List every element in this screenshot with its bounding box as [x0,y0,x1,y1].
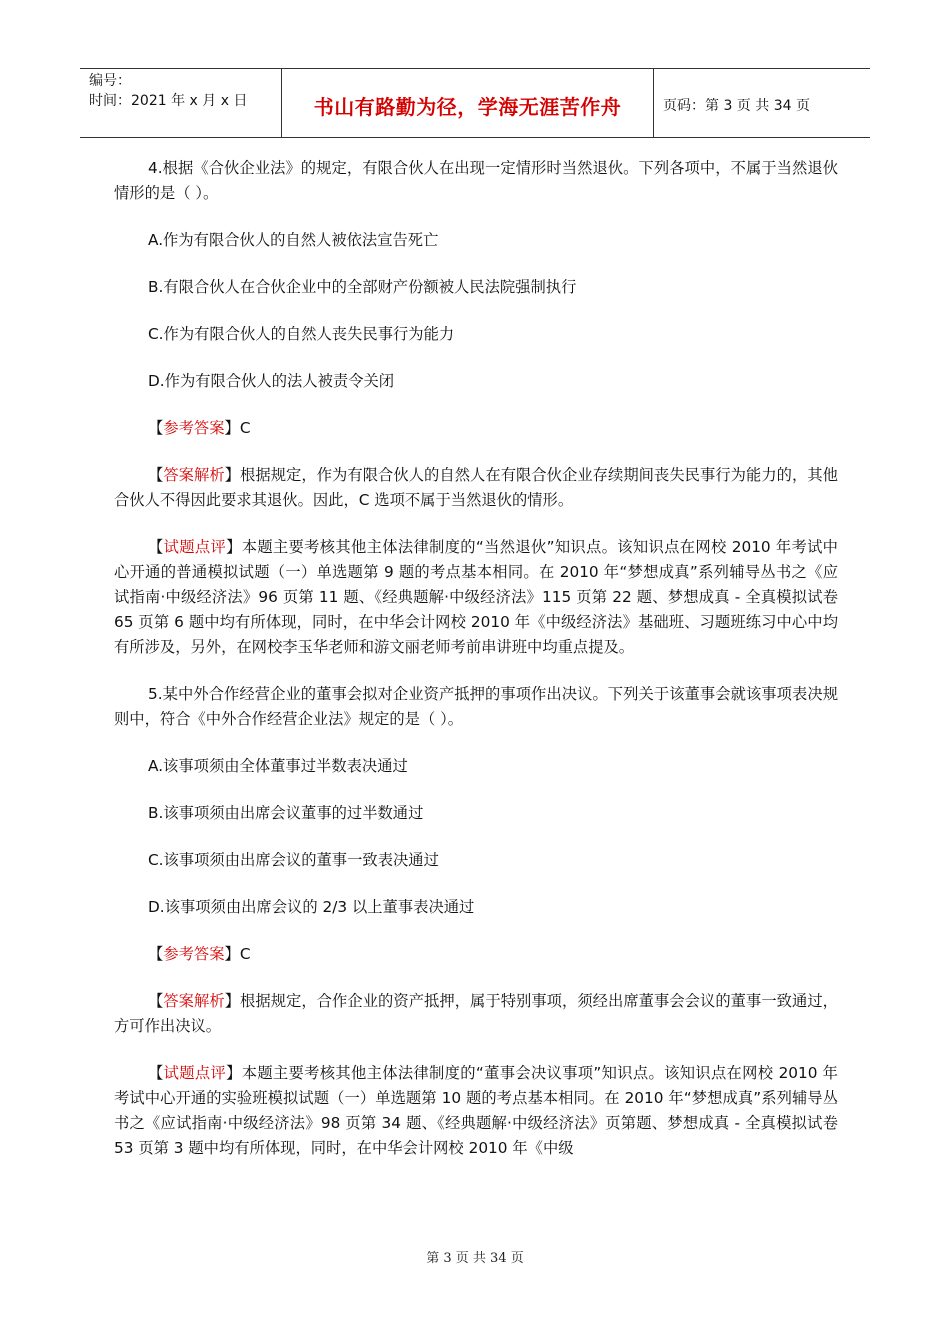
question-4-option-b: B.有限合伙人在合伙企业中的全部财产份额被人民法院强制执行 [148,278,577,296]
analysis-label: 答案解析 [163,992,225,1010]
answer-value: C [239,419,251,437]
question-4-answer: 【参考答案】C [148,419,251,437]
analysis-text: 根据规定，合作企业的资产抵押，属于特别事项，须经出席董事会会议的董事一致通过，方可作出决议。 [114,992,838,1035]
question-4-comment: 【试题点评】本题主要考核其他主体法律制度的“当然退伙”知识点。该知识点在网校 2010 年考试中心开通的普通模拟试题（一）单选题第 9 题的考点基本相同。在 2010 年“梦想成真”系列辅导丛书之《应试指南·中级经济法》96 页第 11 题、《经典题解·中级经济法》115 页第 22 题、梦想成真 - 全真模拟试卷 65 页第 6 题中均有所体现，同时，在中华会计网校 2010 年《中级经济法》基础班、习题班练习中心中均有所涉及，另外，在网校李玉华老师和游文丽老师考前串讲班中均重点提及。 [114,538,838,656]
date-label: 时间：2021 年 x 月 x 日 [89,93,248,109]
comment-label: 试题点评 [163,1064,227,1082]
question-4-option-d: D.作为有限合伙人的法人被责令关闭 [148,372,395,390]
analysis-text: 根据规定，作为有限合伙人的自然人在有限合伙企业存续期间丧失民事行为能力的，其他合伙人不得因此要求其退伙。因此，C 选项不属于当然退伙的情形。 [114,466,838,509]
question-5-option-a: A.该事项须由全体董事过半数表决通过 [148,757,408,775]
comment-text: 本题主要考核其他主体法律制度的“董事会决议事项”知识点。该知识点在网校 2010 年考试中心开通的实验班模拟试题（一）单选题第 10 题的考点基本相同。在 2010 年“梦想成真”系列辅导丛书之《应试指南·中级经济法》98 页第 34 题、《经典题解·中级经济法》页第题、梦想成真 - 全真模拟试卷 53 页第 3 题中均有所体现，同时，在中华会计网校 2010 年《中级 [114,1064,838,1157]
header-motto: 书山有路勤为径，学海无涯苦作舟 [282,69,654,137]
page-header [80,68,870,138]
analysis-label: 答案解析 [163,466,225,484]
question-5-stem: 5.某中外合作经营企业的董事会拟对企业资产抵押的事项作出决议。下列关于该董事会就该事项表决规则中，符合《中外合作经营企业法》规定的是（ ）。 [114,685,838,728]
header-meta [80,69,282,137]
question-5-answer: 【参考答案】C [148,945,251,963]
comment-label: 试题点评 [163,538,227,556]
question-5-analysis: 【答案解析】根据规定，合作企业的资产抵押，属于特别事项，须经出席董事会会议的董事一致通过，方可作出决议。 [114,992,838,1035]
comment-text: 本题主要考核其他主体法律制度的“当然退伙”知识点。该知识点在网校 2010 年考试中心开通的普通模拟试题（一）单选题第 9 题的考点基本相同。在 2010 年“梦想成真”系列辅导丛书之《应试指南·中级经济法》96 页第 11 题、《经典题解·中级经济法》115 页第 22 题、梦想成真 - 全真模拟试卷 65 页第 6 题中均有所体现，同时，在中华会计网校 2010 年《中级经济法》基础班、习题班练习中心中均有所涉及，另外，在网校李玉华老师和游文丽老师考前串讲班中均重点提及。 [114,538,838,656]
answer-label: 参考答案 [163,945,225,963]
document-body [114,156,838,1161]
question-5-option-b: B.该事项须由出席会议董事的过半数通过 [148,804,424,822]
answer-label: 参考答案 [163,419,225,437]
question-4-option-c: C.作为有限合伙人的自然人丧失民事行为能力 [148,325,455,343]
number-label: 编号： [89,73,131,89]
page-footer: 第 3 页 共 34 页 [426,1251,524,1266]
question-4-stem: 4.根据《合伙企业法》的规定，有限合伙人在出现一定情形时当然退伙。下列各项中，不属于当然退伙情形的是（ ）。 [114,159,838,202]
question-5-comment: 【试题点评】本题主要考核其他主体法律制度的“董事会决议事项”知识点。该知识点在网校 2010 年考试中心开通的实验班模拟试题（一）单选题第 10 题的考点基本相同。在 2010 年“梦想成真”系列辅导丛书之《应试指南·中级经济法》98 页第 34 题、《经典题解·中级经济法》页第题、梦想成真 - 全真模拟试卷 53 页第 3 题中均有所体现，同时，在中华会计网校 2010 年《中级 [114,1064,838,1157]
question-5-option-d: D.该事项须由出席会议的 2/3 以上董事表决通过 [148,898,475,916]
question-5-option-c: C.该事项须由出席会议的董事一致表决通过 [148,851,439,869]
answer-value: C [239,945,251,963]
header-page-info: 页码：第 3 页 共 34 页 [663,98,810,114]
question-4-option-a: A.作为有限合伙人的自然人被依法宣告死亡 [148,231,439,249]
question-4-analysis: 【答案解析】根据规定，作为有限合伙人的自然人在有限合伙企业存续期间丧失民事行为能力的，其他合伙人不得因此要求其退伙。因此，C 选项不属于当然退伙的情形。 [114,466,838,509]
